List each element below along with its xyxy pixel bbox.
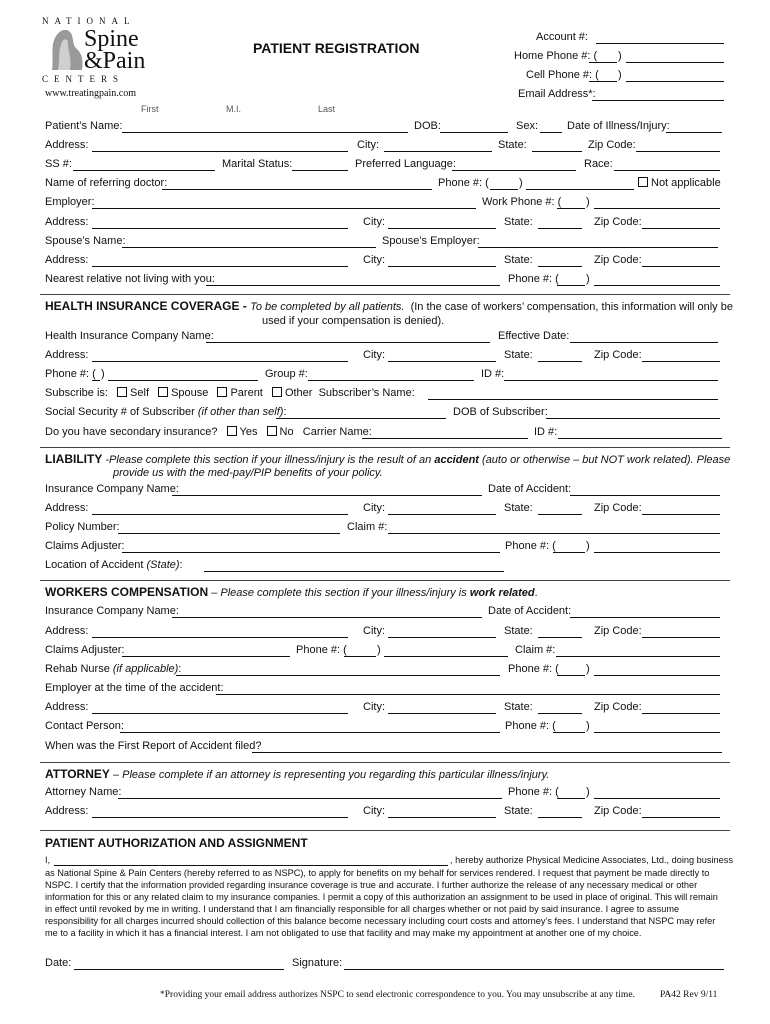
email-field[interactable] <box>592 100 724 101</box>
dob-subscriber-field[interactable] <box>546 418 720 419</box>
referring-phone-field[interactable] <box>526 189 634 190</box>
section-divider <box>40 294 730 295</box>
city-label: City: <box>363 805 385 817</box>
paren: ) <box>586 786 590 798</box>
page-title: PATIENT REGISTRATION <box>253 40 420 56</box>
first-report-field[interactable] <box>252 752 722 753</box>
state-label: State: <box>504 254 533 266</box>
city-label: City: <box>363 349 385 361</box>
id-label: ID #: <box>481 368 505 380</box>
contact-label: Contact Person: <box>45 720 124 732</box>
phone-label: Phone #: ( <box>505 540 556 552</box>
home-phone-label: Home Phone #: ( <box>514 50 598 62</box>
spouse-zip-field[interactable] <box>642 266 720 267</box>
wc-emp-zip-field[interactable] <box>642 713 720 714</box>
secondary-row <box>45 426 372 438</box>
liability-title: LIABILITY <box>45 452 103 466</box>
city-label: City: <box>357 139 379 151</box>
dob-subscriber-label: DOB of Subscriber: <box>453 406 548 418</box>
liability-header <box>45 452 730 466</box>
attorney-zip-field[interactable] <box>642 817 720 818</box>
liab-address-label: Address: <box>45 502 89 514</box>
ss-subscriber-label: Social Security # of Subscriber <box>45 406 195 418</box>
ss-subscriber-row <box>45 406 287 418</box>
marital-label: Marital Status: <box>222 158 293 170</box>
attorney-name-field[interactable] <box>118 798 502 799</box>
nearest-relative-label: Nearest relative not living with you: <box>45 273 215 285</box>
location-label: Location of Accident <box>45 559 147 571</box>
signature-label: Signature: <box>292 957 343 969</box>
ss-subscriber-field[interactable] <box>276 418 446 419</box>
attorney-note: Please complete if an attorney is representing you regarding this particular illness/injury. <box>122 769 550 781</box>
wc-company-label: Insurance Company Name: <box>45 605 179 617</box>
logo-top-text: NATIONAL <box>42 16 136 26</box>
city-label: City: <box>363 254 385 266</box>
subscribe-row <box>45 387 415 399</box>
address-field[interactable] <box>92 151 348 152</box>
wc-address-label: Address: <box>45 625 89 637</box>
liab-date-field[interactable] <box>570 495 720 496</box>
state-label: State: <box>504 805 533 817</box>
liability-note-a: -Please complete this section if your illness/injury is the result of an <box>105 454 435 466</box>
date-field[interactable] <box>74 969 284 970</box>
attorney-name-label: Attorney Name: <box>45 786 122 798</box>
city-label: City: <box>363 216 385 228</box>
wc-emp-city-field[interactable] <box>388 713 496 714</box>
ins-area-field[interactable] <box>92 380 100 381</box>
paren: ) <box>618 50 622 62</box>
state-field[interactable] <box>532 151 582 152</box>
liab-area-field[interactable] <box>553 552 585 553</box>
wc-emp-address-field[interactable] <box>92 713 348 714</box>
paren: ) <box>377 644 381 656</box>
address-label: Address: <box>45 139 89 151</box>
ins-state-field[interactable] <box>538 361 582 362</box>
cell-phone-field[interactable] <box>626 81 724 82</box>
no-checkbox[interactable] <box>261 426 294 438</box>
home-phone-field[interactable] <box>626 62 724 63</box>
effective-label: Effective Date: <box>498 330 570 342</box>
liab-zip-field[interactable] <box>642 514 720 515</box>
ins-company-field[interactable] <box>206 342 490 343</box>
section-divider <box>40 830 730 831</box>
paren: ) <box>101 368 105 380</box>
work-related-emphasis: work related <box>469 587 535 599</box>
ss-label: SS #: <box>45 158 72 170</box>
not-applicable-label: Not applicable <box>651 177 721 189</box>
logo-bottom-text: CENTERS <box>42 74 125 84</box>
rehab-area-field[interactable] <box>557 675 585 676</box>
workers-header <box>45 585 538 599</box>
section-divider <box>40 762 730 763</box>
liab-company-field[interactable] <box>172 495 482 496</box>
wc-address-field[interactable] <box>92 637 348 638</box>
adjuster-label: Claims Adjuster: <box>45 644 125 656</box>
attorney-address-field[interactable] <box>92 817 348 818</box>
attorney-phone-field[interactable] <box>594 798 720 799</box>
referring-field[interactable] <box>162 189 432 190</box>
zip-label: Zip Code: <box>594 502 642 514</box>
insurance-note2: (In the case of workers’ compensation, this information will only be <box>410 301 733 313</box>
rehab-phone-field[interactable] <box>594 675 720 676</box>
no-label: No <box>279 426 294 438</box>
employer-city-field[interactable] <box>388 228 496 229</box>
state-paren-label: (State) <box>146 559 180 571</box>
not-applicable-checkbox[interactable] <box>638 177 721 189</box>
i-label: I, <box>45 855 51 865</box>
paren: ) <box>586 196 590 208</box>
liab-address-field[interactable] <box>92 514 348 515</box>
if-applicable-label: (if applicable) <box>112 663 179 675</box>
city-label: City: <box>363 502 385 514</box>
wc-employer-label: Employer at the time of the accident: <box>45 682 224 694</box>
yes-label: Yes <box>239 426 258 438</box>
paren: ) <box>586 273 590 285</box>
sex-label: Sex: <box>516 120 539 132</box>
accident-emphasis: accident <box>434 454 479 466</box>
zip-field[interactable] <box>636 151 720 152</box>
liab-claim-field[interactable] <box>388 533 720 534</box>
wc-city-field[interactable] <box>388 637 496 638</box>
if-other-label: (if other than self) <box>197 406 284 418</box>
employer-zip-field[interactable] <box>642 228 720 229</box>
wc-company-field[interactable] <box>172 617 482 618</box>
paren: ) <box>519 177 523 189</box>
wc-emp-state-field[interactable] <box>538 713 582 714</box>
group-field[interactable] <box>308 380 474 381</box>
marital-field[interactable] <box>292 170 348 171</box>
subscribe-label: Subscribe is: <box>45 387 108 399</box>
account-field[interactable] <box>596 43 724 44</box>
dash: – <box>109 769 123 781</box>
phone-label: Phone #: ( <box>508 273 559 285</box>
parent-label: Parent <box>230 387 263 399</box>
spouse-name-label: Spouse’s Name: <box>45 235 126 247</box>
wc-claim-field[interactable] <box>556 656 720 657</box>
self-checkbox[interactable] <box>111 387 149 399</box>
ins-address-field[interactable] <box>92 361 348 362</box>
attorney-title: ATTORNEY <box>45 767 110 781</box>
spouse-employer-field[interactable] <box>478 247 718 248</box>
spouse-city-field[interactable] <box>388 266 496 267</box>
date-accident-label: Date of Accident: <box>488 605 572 617</box>
ss-field[interactable] <box>73 170 215 171</box>
wc-employer-field[interactable] <box>216 694 720 695</box>
rehab-row <box>45 663 181 675</box>
referring-label: Name of referring doctor: <box>45 177 168 189</box>
dob-label: DOB: <box>414 120 441 132</box>
liab-state-field[interactable] <box>538 514 582 515</box>
state-label: State: <box>504 701 533 713</box>
location-field[interactable] <box>204 571 504 572</box>
secondary-id-field[interactable] <box>558 438 722 439</box>
city-field[interactable] <box>384 151 492 152</box>
wc-state-field[interactable] <box>538 637 582 638</box>
relative-area-field[interactable] <box>557 285 585 286</box>
work-phone-label: Work Phone #: ( <box>482 196 562 208</box>
doi-field[interactable] <box>666 132 722 133</box>
group-label: Group #: <box>265 368 308 380</box>
state-label: State: <box>504 349 533 361</box>
date-label: Date: <box>45 957 72 969</box>
zip-label: Zip Code: <box>594 701 642 713</box>
colon: : <box>178 663 182 675</box>
carrier-field[interactable] <box>362 438 528 439</box>
liability-note-c: provide us with the med-pay/PIP benefits of your policy. <box>113 467 383 479</box>
employer-address-label: Address: <box>45 216 89 228</box>
race-label: Race: <box>584 158 613 170</box>
ins-address-label: Address: <box>45 349 89 361</box>
authorization-body: as National Spine & Pain Centers (hereby referred to as NSPC), to apply for benefits on my behalf for services rendered. I request that payment be made directly to NSPC. I certify that the information provided regarding insurance coverage is true and accurate. I further authorize the release of any necessary medical or other information for this or any related claim to my insurance companies. I permit a copy of this authorization an assignment to be used in place of original. This will remain in effect until revoked by me in writing. I understand that I am financially responsible for all charges whether or not paid by said insurance. I agree to assume responsibility for all charges incurred should collection of this balance become necessary including court costs and attorney’s fees. I understand that NSPC may refer me to a facility in which it has a financial interest. I am not obligated to use that facility and may make my appointment at another one of my choice. <box>45 868 718 938</box>
language-field[interactable] <box>452 170 576 171</box>
subscriber-name-field[interactable] <box>428 399 718 400</box>
work-phone-field[interactable] <box>594 208 720 209</box>
contact-field[interactable] <box>120 732 500 733</box>
logo-spine: Spine <box>84 26 139 52</box>
home-phone-area-field[interactable] <box>589 62 617 63</box>
zip-label: Zip Code: <box>594 805 642 817</box>
zip-label: Zip Code: <box>594 216 642 228</box>
cell-phone-label: Cell Phone #: ( <box>526 69 599 81</box>
phone-label: Phone #: ( <box>45 368 96 380</box>
attorney-area-field[interactable] <box>557 798 585 799</box>
section-divider <box>40 447 730 448</box>
other-label: Other <box>284 387 313 399</box>
rehab-label: Rehab Nurse <box>45 663 113 675</box>
state-label: State: <box>498 139 527 151</box>
patient-name-field[interactable] <box>122 132 408 133</box>
liab-adjuster-field[interactable] <box>122 552 500 553</box>
employer-state-field[interactable] <box>538 228 582 229</box>
spouse-address-field[interactable] <box>92 266 348 267</box>
insurance-note3: used if your compensation is denied). <box>262 315 445 327</box>
secondary-label: Do you have secondary insurance? <box>45 426 218 438</box>
other-checkbox[interactable] <box>266 387 313 399</box>
yes-checkbox[interactable] <box>221 426 258 438</box>
language-label: Preferred Language: <box>355 158 456 170</box>
zip-label: Zip Code: <box>594 625 642 637</box>
zip-label: Zip Code: <box>594 254 642 266</box>
authorizer-name-field[interactable] <box>54 865 448 866</box>
spouse-label: Spouse <box>171 387 209 399</box>
liab-phone-field[interactable] <box>594 552 720 553</box>
phone-label: Phone #: ( <box>438 177 489 189</box>
id-field[interactable] <box>504 380 718 381</box>
city-label: City: <box>363 625 385 637</box>
spouse-state-field[interactable] <box>538 266 582 267</box>
contact-area-field[interactable] <box>553 732 585 733</box>
phone-label: Phone #: ( <box>505 720 556 732</box>
phone-label: Phone #: ( <box>296 644 347 656</box>
workers-note: Please complete this section if your illness/injury is <box>220 587 470 599</box>
attorney-state-field[interactable] <box>538 817 582 818</box>
phone-label: Phone #: ( <box>508 663 559 675</box>
spouse-name-field[interactable] <box>122 247 376 248</box>
logo-pain: &Pain <box>84 48 146 74</box>
ins-phone-field[interactable] <box>108 380 258 381</box>
footer-note: *Providing your email address authorizes NSPC to send electronic correspondence to you. You may unsubscribe at any time. <box>160 990 635 1000</box>
relative-phone-field[interactable] <box>594 285 720 286</box>
period: . <box>534 587 538 599</box>
account-label: Account #: <box>536 31 588 43</box>
signature-field[interactable] <box>344 969 724 970</box>
attorney-address-label: Address: <box>45 805 89 817</box>
paren: ) <box>586 720 590 732</box>
workers-title: WORKERS COMPENSATION <box>45 585 209 599</box>
spouse-employer-label: Spouse’s Employer: <box>382 235 480 247</box>
email-label: Email Address*: <box>518 88 596 100</box>
attorney-city-field[interactable] <box>388 817 496 818</box>
adjuster-label: Claims Adjuster: <box>45 540 125 552</box>
state-label: State: <box>504 625 533 637</box>
colon: : <box>179 559 183 571</box>
carrier-label: Carrier Name: <box>302 426 372 438</box>
authorization-title: PATIENT AUTHORIZATION AND ASSIGNMENT <box>45 836 308 850</box>
first-hint: First <box>141 104 159 114</box>
contact-phone-field[interactable] <box>594 732 720 733</box>
first-report-label: When was the First Report of Accident filed? <box>45 740 262 752</box>
policy-label: Policy Number: <box>45 521 120 533</box>
date-accident-label: Date of Accident: <box>488 483 572 495</box>
liab-city-field[interactable] <box>388 514 496 515</box>
nearest-relative-field[interactable] <box>206 285 500 286</box>
claim-label: Claim #: <box>515 644 556 656</box>
wc-area-field[interactable] <box>344 656 376 657</box>
subscriber-name-label: Subscriber’s Name: <box>318 387 415 399</box>
liability-note-b: (auto or otherwise – but NOT work related). Please <box>478 454 731 466</box>
referring-area-field[interactable] <box>490 189 518 190</box>
policy-field[interactable] <box>118 533 340 534</box>
patient-name-label: Patient’s Name: <box>45 120 123 132</box>
doi-label: Date of Illness/Injury: <box>567 120 670 132</box>
paren: ) <box>586 540 590 552</box>
spouse-address-label: Address: <box>45 254 89 266</box>
id-label: ID #: <box>534 426 558 438</box>
wc-phone-field[interactable] <box>384 656 508 657</box>
self-label: Self <box>130 387 150 399</box>
wc-adjuster-field[interactable] <box>122 656 290 657</box>
effective-field[interactable] <box>570 342 718 343</box>
spouse-checkbox[interactable] <box>152 387 208 399</box>
ins-company-label: Health Insurance Company Name: <box>45 330 214 342</box>
employer-field[interactable] <box>92 208 476 209</box>
city-label: City: <box>363 701 385 713</box>
phone-label: Phone #: ( <box>508 786 559 798</box>
revision-code: PA42 Rev 9/11 <box>660 990 718 1000</box>
paren: ) <box>618 69 622 81</box>
ins-zip-field[interactable] <box>642 361 720 362</box>
mi-hint: M.I. <box>226 104 241 114</box>
ins-city-field[interactable] <box>388 361 496 362</box>
zip-label: Zip Code: <box>594 349 642 361</box>
attorney-header <box>45 767 549 781</box>
wc-zip-field[interactable] <box>642 637 720 638</box>
state-label: State: <box>504 216 533 228</box>
colon: : <box>283 406 287 418</box>
dob-field[interactable] <box>440 132 508 133</box>
dash: – <box>208 587 221 599</box>
paren: ) <box>586 663 590 675</box>
claim-label: Claim #: <box>347 521 388 533</box>
zip-label: Zip Code: <box>588 139 636 151</box>
employer-address-field[interactable] <box>92 228 348 229</box>
insurance-title: HEALTH INSURANCE COVERAGE - <box>45 299 251 313</box>
wc-date-field[interactable] <box>570 617 720 618</box>
employer-label: Employer: <box>45 196 95 208</box>
insurance-note: To be completed by all patients. <box>250 301 405 313</box>
last-hint: Last <box>318 104 336 114</box>
cell-phone-area-field[interactable] <box>589 81 617 82</box>
insurance-header <box>45 299 733 313</box>
sex-field[interactable] <box>540 132 562 133</box>
rehab-field[interactable] <box>176 675 500 676</box>
parent-checkbox[interactable] <box>211 387 262 399</box>
logo-url: www.treatingpain.com <box>45 88 136 99</box>
wc-emp-address-label: Address: <box>45 701 89 713</box>
location-row <box>45 559 183 571</box>
section-divider <box>40 580 730 581</box>
state-label: State: <box>504 502 533 514</box>
authorization-first-line: , hereby authorize Physical Medicine Associates, Ltd., doing business <box>450 855 733 865</box>
liab-company-label: Insurance Company Name: <box>45 483 179 495</box>
race-field[interactable] <box>614 170 720 171</box>
work-area-field[interactable] <box>557 208 585 209</box>
